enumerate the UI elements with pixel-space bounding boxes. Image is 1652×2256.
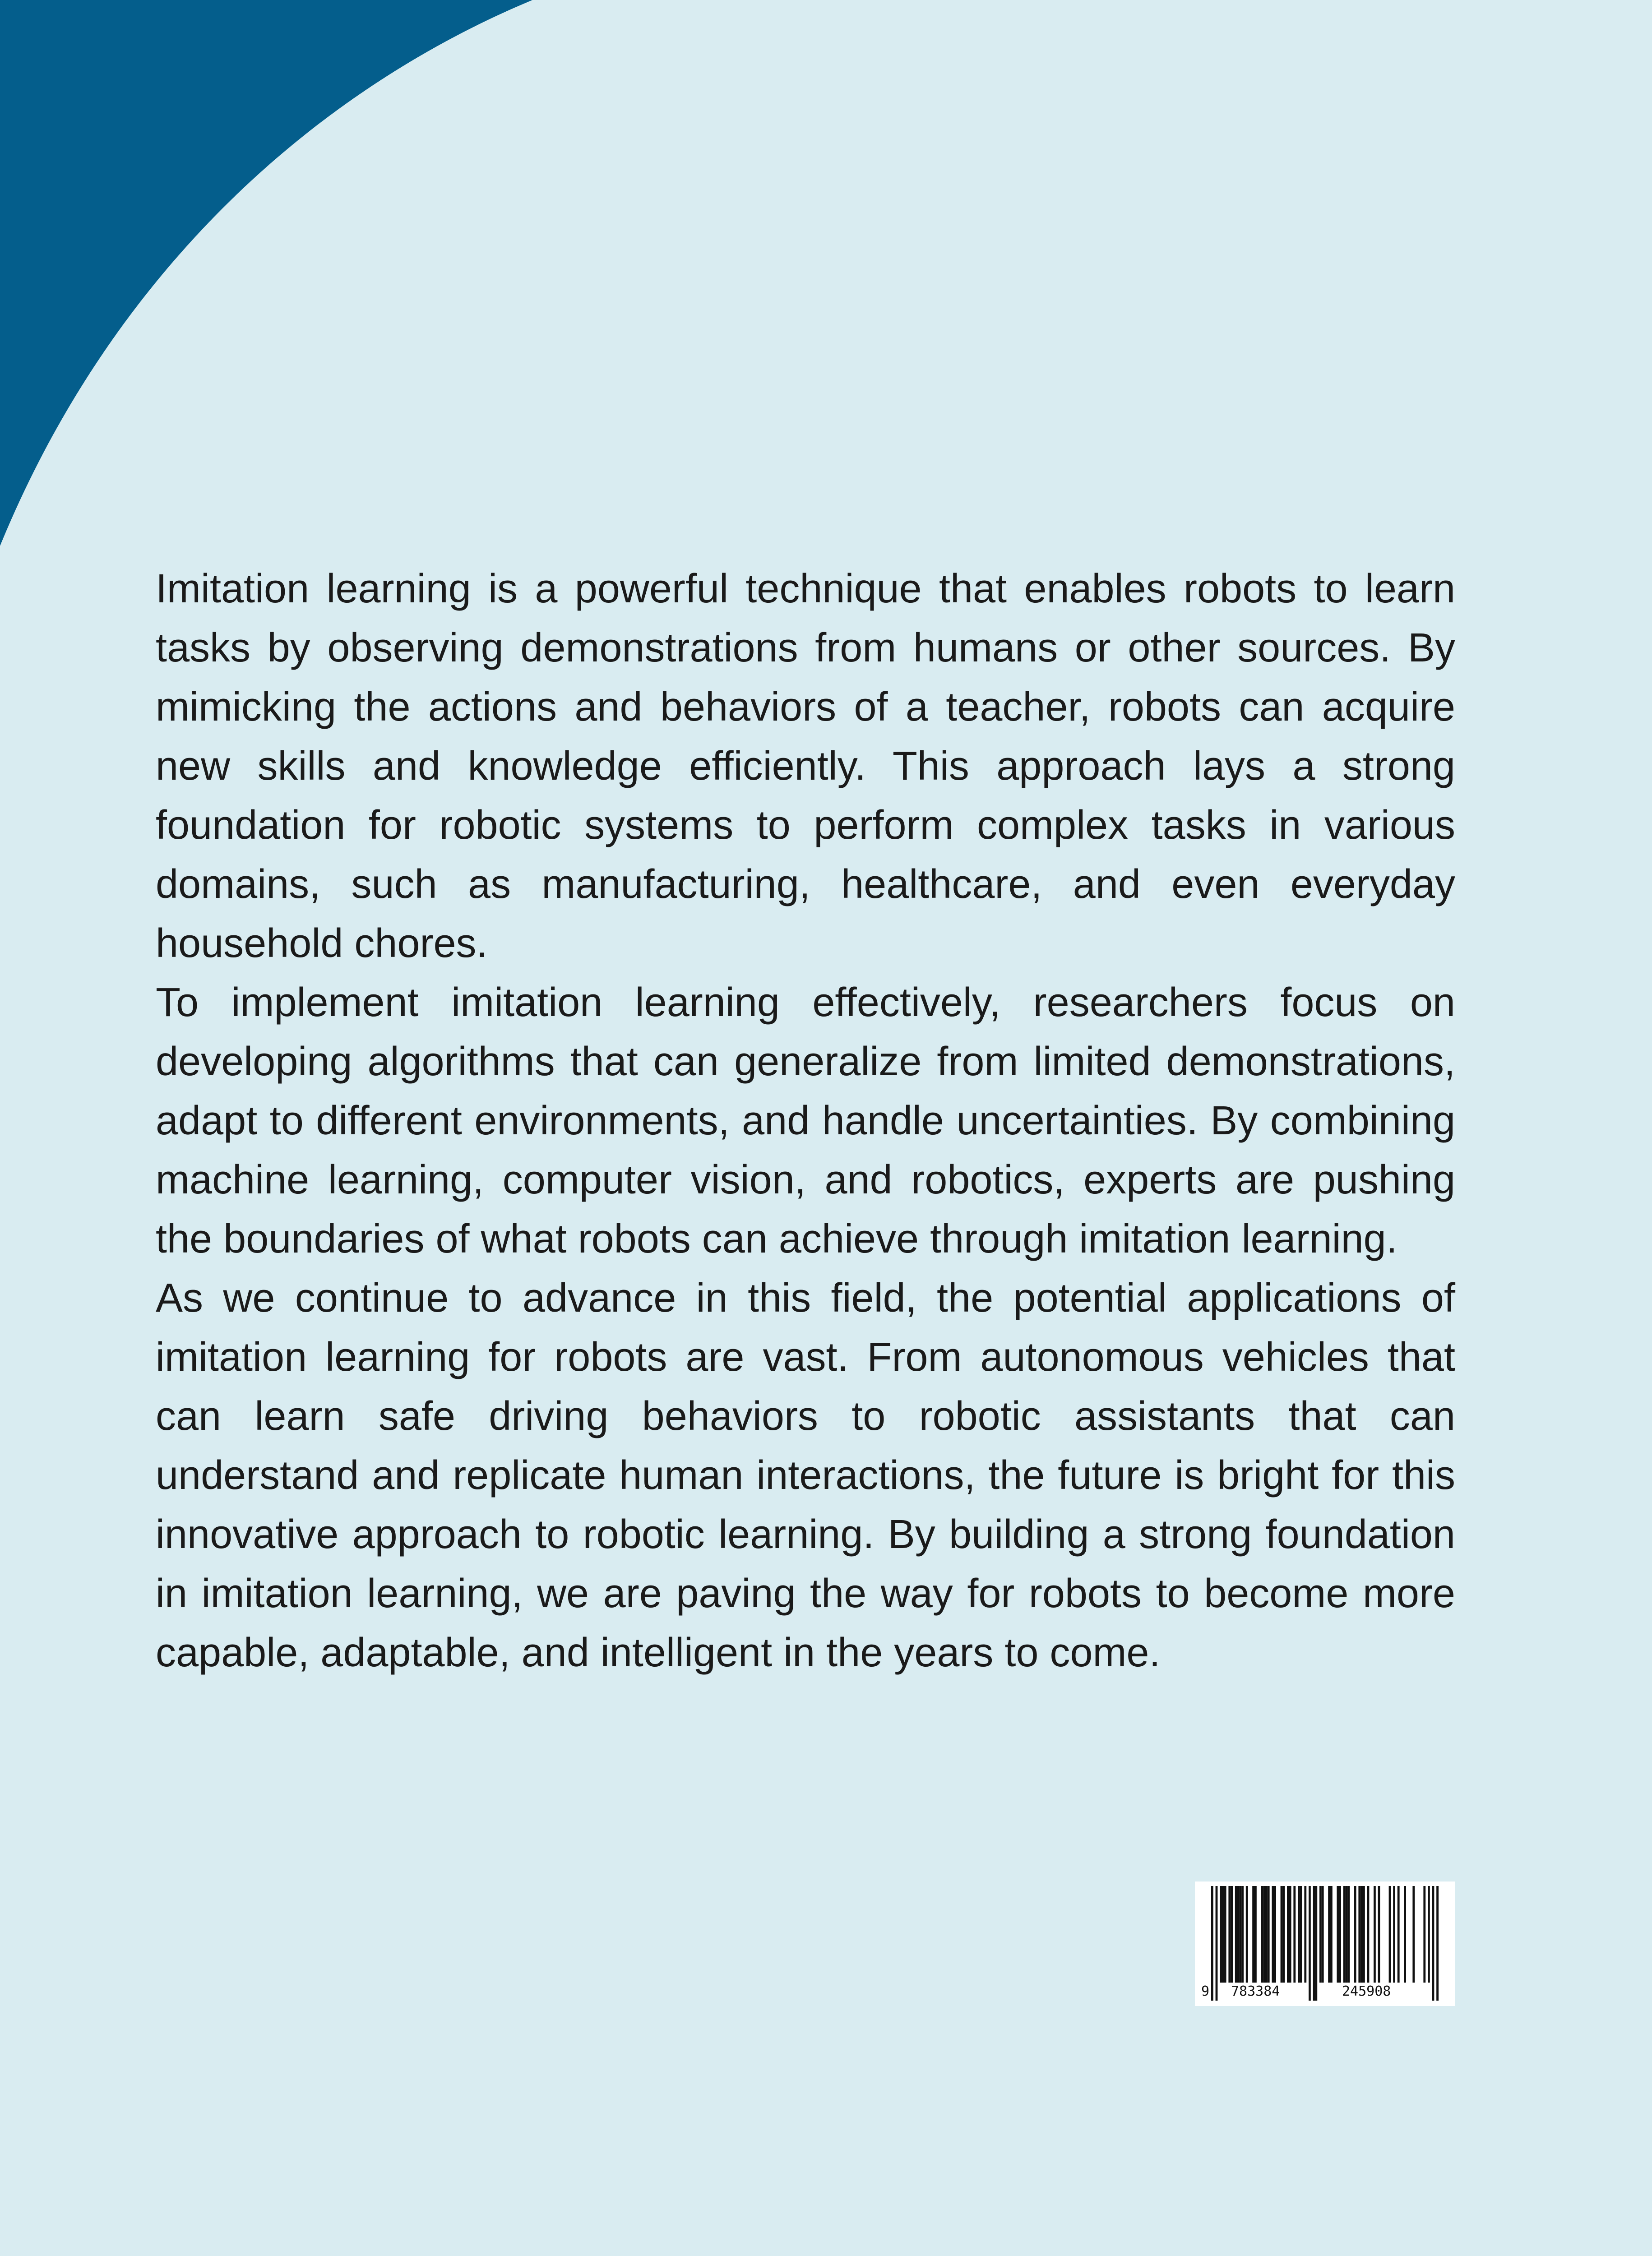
- barcode-bar: [1436, 1886, 1439, 2001]
- barcode-bar: [1397, 1886, 1400, 1983]
- barcode-bar: [1241, 1886, 1244, 1983]
- barcode-bar: [1254, 1886, 1257, 1983]
- cover-blurb: [156, 559, 1455, 1683]
- barcode-bar: [1298, 1886, 1300, 1983]
- barcode-bar: [1328, 1886, 1330, 1983]
- barcode-bar: [1263, 1886, 1265, 1983]
- barcode-bar: [1289, 1886, 1291, 1983]
- barcode-bar: [1367, 1886, 1370, 1983]
- barcode-bar: [1282, 1886, 1285, 1983]
- barcode-bar: [1235, 1886, 1237, 1983]
- barcode-bar: [1378, 1886, 1380, 1983]
- barcode-bar: [1268, 1886, 1270, 1983]
- barcode-bar: [1261, 1886, 1263, 1983]
- barcode-bar: [1313, 1886, 1315, 2001]
- barcode-bar: [1239, 1886, 1241, 1983]
- barcode-bar: [1432, 1886, 1435, 2001]
- barcode-bar: [1315, 1886, 1317, 2001]
- blurb-paragraph-3: As we continue to advance in this field, the potential applications of imitation learning for robots are vast. From autonomous vehicles that can learn safe driving behaviors to robotic assistants that can understand and replicate human interactions, the future is bright for this innovative approach to robotic learning. By building a strong foundation in imitation learning, we are paving the way for robots to become more capable, adaptable, and intelligent in the years to come.: [156, 1276, 1455, 1675]
- barcode-bar: [1428, 1886, 1430, 1983]
- blurb-paragraph-1: Imitation learning is a powerful technique that enables robots to learn tasks by observing demonstrations from humans or other sources. By mimicking the actions and behaviors of a teacher, robots can acquire new skills and knowledge efficiently. This approach lays a strong foundation for robotic systems to perform complex tasks in various domains, such as manufacturing, healthcare, and even everyday household chores.: [156, 566, 1455, 966]
- barcode-bar: [1211, 1886, 1213, 2001]
- barcode-bar: [1319, 1886, 1322, 1983]
- barcode-bar: [1300, 1886, 1302, 1983]
- barcode-bar: [1347, 1886, 1350, 1983]
- decorative-corner-arc: [0, 0, 541, 550]
- barcode-bar: [1322, 1886, 1324, 1983]
- barcode-bar: [1246, 1886, 1248, 1983]
- barcode-bar: [1237, 1886, 1240, 1983]
- barcode-bar: [1363, 1886, 1365, 1983]
- barcode-bar: [1281, 1886, 1283, 1983]
- barcode-bar: [1360, 1886, 1363, 1983]
- corner-arc-shape: [0, 0, 532, 546]
- barcode-bar: [1404, 1886, 1406, 1983]
- barcode-bar: [1252, 1886, 1254, 1983]
- barcode-bar: [1358, 1886, 1360, 1983]
- barcode-left-digits: 783384: [1229, 1983, 1282, 2000]
- barcode-bar: [1354, 1886, 1356, 1983]
- barcode-bar: [1265, 1886, 1268, 1983]
- barcode-bar: [1287, 1886, 1289, 1983]
- barcode-bar: [1228, 1886, 1231, 1983]
- barcode-right-digits: 245908: [1340, 1983, 1393, 2000]
- blurb-paragraph-2: To implement imitation learning effectively, researchers focus on developing algorithms that can generalize from limited demonstrations, adapt to different environments, and handle uncertainties. By combining machine learning, computer vision, and robotics, experts are pushing the boundaries of what robots can achieve through imitation learning.: [156, 980, 1455, 1262]
- barcode-bar: [1412, 1886, 1415, 1983]
- barcode-bar: [1304, 1886, 1306, 1983]
- barcode-bar: [1330, 1886, 1333, 1983]
- isbn-barcode: [1195, 1882, 1455, 2006]
- barcode-bar: [1337, 1886, 1339, 1983]
- barcode-bar: [1274, 1886, 1276, 1983]
- barcode-bar: [1339, 1886, 1341, 1983]
- barcode-bar: [1216, 1886, 1218, 2001]
- barcode-bar: [1346, 1886, 1348, 1983]
- barcode-bar: [1272, 1886, 1274, 1983]
- barcode-bar: [1389, 1886, 1391, 1983]
- barcode-bar: [1222, 1886, 1224, 1983]
- barcode-lead-digit: 9: [1199, 1983, 1211, 2000]
- barcode-bar: [1393, 1886, 1395, 1983]
- barcode-bar: [1220, 1886, 1222, 1983]
- barcode-bar: [1231, 1886, 1233, 1983]
- barcode-bar: [1293, 1886, 1296, 1983]
- barcode-bar: [1423, 1886, 1425, 1983]
- barcode-bar: [1343, 1886, 1346, 1983]
- barcode-bar: [1374, 1886, 1376, 1983]
- barcode-bar: [1224, 1886, 1226, 1983]
- barcode-bar: [1309, 1886, 1311, 2001]
